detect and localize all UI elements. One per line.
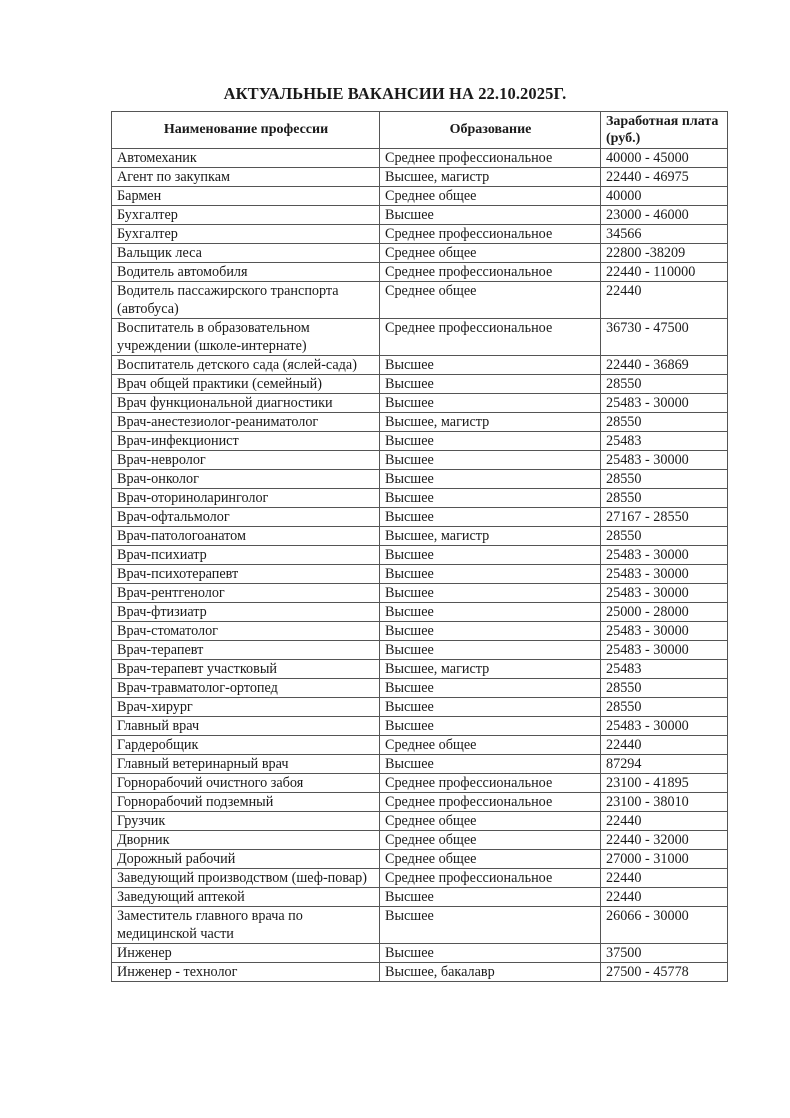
salary-cell: 22440 - 110000	[601, 263, 728, 282]
profession-cell: Грузчик	[112, 812, 380, 831]
education-cell: Высшее	[380, 755, 601, 774]
table-row	[112, 282, 728, 319]
salary-cell: 27000 - 31000	[601, 850, 728, 869]
table-row	[112, 603, 728, 622]
education-cell: Среднее профессиональное	[380, 149, 601, 168]
education-cell: Высшее	[380, 698, 601, 717]
salary-cell: 22440 - 36869	[601, 356, 728, 375]
profession-cell: Дорожный рабочий	[112, 850, 380, 869]
salary-cell: 25483 - 30000	[601, 641, 728, 660]
education-cell: Высшее	[380, 546, 601, 565]
profession-cell: Врач-инфекционист	[112, 432, 380, 451]
profession-cell: Воспитатель в образовательном учреждении (школе-интернате)	[112, 319, 380, 356]
profession-cell: Врач-фтизиатр	[112, 603, 380, 622]
education-cell: Высшее	[380, 584, 601, 603]
profession-cell: Инженер	[112, 944, 380, 963]
table-row	[112, 812, 728, 831]
education-cell: Среднее общее	[380, 187, 601, 206]
salary-cell: 25483 - 30000	[601, 451, 728, 470]
table-row	[112, 451, 728, 470]
education-cell: Высшее	[380, 641, 601, 660]
education-cell: Высшее	[380, 907, 601, 944]
table-row	[112, 527, 728, 546]
table-row	[112, 206, 728, 225]
education-cell: Высшее	[380, 394, 601, 413]
education-cell: Высшее	[380, 375, 601, 394]
profession-cell: Врач-стоматолог	[112, 622, 380, 641]
education-cell: Среднее профессиональное	[380, 869, 601, 888]
education-cell: Среднее общее	[380, 850, 601, 869]
salary-cell: 25483	[601, 660, 728, 679]
education-cell: Высшее, магистр	[380, 168, 601, 187]
table-row	[112, 660, 728, 679]
education-cell: Среднее профессиональное	[380, 774, 601, 793]
salary-cell: 22440 - 32000	[601, 831, 728, 850]
profession-cell: Врач функциональной диагностики	[112, 394, 380, 413]
salary-cell: 40000	[601, 187, 728, 206]
profession-cell: Врач общей практики (семейный)	[112, 375, 380, 394]
salary-cell: 23100 - 38010	[601, 793, 728, 812]
table-row	[112, 149, 728, 168]
salary-cell: 27167 - 28550	[601, 508, 728, 527]
salary-cell: 25000 - 28000	[601, 603, 728, 622]
salary-cell: 28550	[601, 527, 728, 546]
education-cell: Высшее	[380, 206, 601, 225]
profession-cell: Врач-психиатр	[112, 546, 380, 565]
profession-cell: Воспитатель детского сада (яслей-сада)	[112, 356, 380, 375]
salary-cell: 28550	[601, 679, 728, 698]
table-row	[112, 850, 728, 869]
education-cell: Среднее общее	[380, 244, 601, 263]
profession-cell: Заведующий аптекой	[112, 888, 380, 907]
table-row	[112, 888, 728, 907]
education-cell: Высшее	[380, 489, 601, 508]
education-cell: Среднее общее	[380, 812, 601, 831]
profession-cell: Горнорабочий очистного забоя	[112, 774, 380, 793]
education-cell: Среднее профессиональное	[380, 793, 601, 812]
education-cell: Высшее	[380, 508, 601, 527]
table-row	[112, 244, 728, 263]
education-cell: Среднее общее	[380, 736, 601, 755]
profession-cell: Врач-травматолог-ортопед	[112, 679, 380, 698]
table-row	[112, 944, 728, 963]
salary-cell: 22440 - 46975	[601, 168, 728, 187]
header-salary: Заработная плата (руб.)	[601, 112, 728, 149]
education-cell: Высшее, магистр	[380, 660, 601, 679]
table-row	[112, 508, 728, 527]
profession-cell: Заведующий производством (шеф-повар)	[112, 869, 380, 888]
profession-cell: Врач-психотерапевт	[112, 565, 380, 584]
profession-cell: Врач-невролог	[112, 451, 380, 470]
education-cell: Высшее	[380, 603, 601, 622]
education-cell: Высшее, бакалавр	[380, 963, 601, 982]
table-row	[112, 774, 728, 793]
profession-cell: Автомеханик	[112, 149, 380, 168]
salary-cell: 40000 - 45000	[601, 149, 728, 168]
profession-cell: Дворник	[112, 831, 380, 850]
table-row	[112, 907, 728, 944]
page-title: АКТУАЛЬНЫЕ ВАКАНСИИ НА 22.10.2025Г.	[223, 84, 567, 103]
table-row	[112, 963, 728, 982]
table-row	[112, 736, 728, 755]
education-cell: Высшее	[380, 888, 601, 907]
education-cell: Высшее, магистр	[380, 527, 601, 546]
table-row	[112, 831, 728, 850]
salary-cell: 25483 - 30000	[601, 717, 728, 736]
profession-cell: Гардеробщик	[112, 736, 380, 755]
education-cell: Высшее	[380, 622, 601, 641]
education-cell: Высшее	[380, 565, 601, 584]
table-row	[112, 584, 728, 603]
table-row	[112, 394, 728, 413]
education-cell: Среднее профессиональное	[380, 263, 601, 282]
vacancies-table	[111, 111, 728, 982]
table-row	[112, 869, 728, 888]
profession-cell: Водитель автомобиля	[112, 263, 380, 282]
table-row	[112, 793, 728, 812]
profession-cell: Агент по закупкам	[112, 168, 380, 187]
table-row	[112, 375, 728, 394]
salary-cell: 27500 - 45778	[601, 963, 728, 982]
salary-cell: 25483	[601, 432, 728, 451]
salary-cell: 25483 - 30000	[601, 565, 728, 584]
table-row	[112, 263, 728, 282]
education-cell: Высшее	[380, 451, 601, 470]
table-row	[112, 565, 728, 584]
table-body	[112, 149, 728, 982]
salary-cell: 25483 - 30000	[601, 622, 728, 641]
salary-cell: 87294	[601, 755, 728, 774]
salary-cell: 23000 - 46000	[601, 206, 728, 225]
profession-cell: Врач-офтальмолог	[112, 508, 380, 527]
profession-cell: Врач-хирург	[112, 698, 380, 717]
table-row	[112, 168, 728, 187]
salary-cell: 26066 - 30000	[601, 907, 728, 944]
header-education: Образование	[380, 112, 601, 149]
table-row	[112, 679, 728, 698]
salary-cell: 22800 -38209	[601, 244, 728, 263]
education-cell: Высшее	[380, 944, 601, 963]
salary-cell: 22440	[601, 812, 728, 831]
salary-cell: 34566	[601, 225, 728, 244]
profession-cell: Врач-патологоанатом	[112, 527, 380, 546]
salary-cell: 25483 - 30000	[601, 546, 728, 565]
profession-cell: Горнорабочий подземный	[112, 793, 380, 812]
table-row	[112, 413, 728, 432]
table-row	[112, 622, 728, 641]
salary-cell: 28550	[601, 470, 728, 489]
salary-cell: 22440	[601, 282, 728, 319]
table-row	[112, 225, 728, 244]
table-header-row	[112, 112, 728, 149]
salary-cell: 22440	[601, 736, 728, 755]
salary-cell: 23100 - 41895	[601, 774, 728, 793]
salary-cell: 28550	[601, 413, 728, 432]
profession-cell: Вальщик леса	[112, 244, 380, 263]
table-row	[112, 187, 728, 206]
profession-cell: Врач-рентгенолог	[112, 584, 380, 603]
profession-cell: Врач-оториноларинголог	[112, 489, 380, 508]
education-cell: Среднее профессиональное	[380, 319, 601, 356]
table-row	[112, 356, 728, 375]
profession-cell: Инженер - технолог	[112, 963, 380, 982]
education-cell: Высшее, магистр	[380, 413, 601, 432]
education-cell: Среднее общее	[380, 831, 601, 850]
education-cell: Высшее	[380, 432, 601, 451]
profession-cell: Главный врач	[112, 717, 380, 736]
profession-cell: Врач-терапевт участковый	[112, 660, 380, 679]
profession-cell: Врач-терапевт	[112, 641, 380, 660]
education-cell: Среднее общее	[380, 282, 601, 319]
table-row	[112, 432, 728, 451]
table-row	[112, 717, 728, 736]
salary-cell: 28550	[601, 375, 728, 394]
table-row	[112, 755, 728, 774]
header-profession: Наименование профессии	[112, 112, 380, 149]
salary-cell: 22440	[601, 869, 728, 888]
salary-cell: 36730 - 47500	[601, 319, 728, 356]
education-cell: Среднее профессиональное	[380, 225, 601, 244]
profession-cell: Заместитель главного врача по медицинской части	[112, 907, 380, 944]
table-row	[112, 489, 728, 508]
profession-cell: Водитель пассажирского транспорта (автобуса)	[112, 282, 380, 319]
education-cell: Высшее	[380, 679, 601, 698]
table-row	[112, 470, 728, 489]
education-cell: Высшее	[380, 356, 601, 375]
profession-cell: Главный ветеринарный врач	[112, 755, 380, 774]
profession-cell: Бухгалтер	[112, 206, 380, 225]
education-cell: Высшее	[380, 717, 601, 736]
profession-cell: Врач-онколог	[112, 470, 380, 489]
profession-cell: Врач-анестезиолог-реаниматолог	[112, 413, 380, 432]
table-row	[112, 698, 728, 717]
profession-cell: Бухгалтер	[112, 225, 380, 244]
salary-cell: 28550	[601, 698, 728, 717]
salary-cell: 25483 - 30000	[601, 584, 728, 603]
salary-cell: 22440	[601, 888, 728, 907]
table-row	[112, 546, 728, 565]
salary-cell: 37500	[601, 944, 728, 963]
salary-cell: 25483 - 30000	[601, 394, 728, 413]
profession-cell: Бармен	[112, 187, 380, 206]
education-cell: Высшее	[380, 470, 601, 489]
salary-cell: 28550	[601, 489, 728, 508]
table-row	[112, 319, 728, 356]
table-row	[112, 641, 728, 660]
